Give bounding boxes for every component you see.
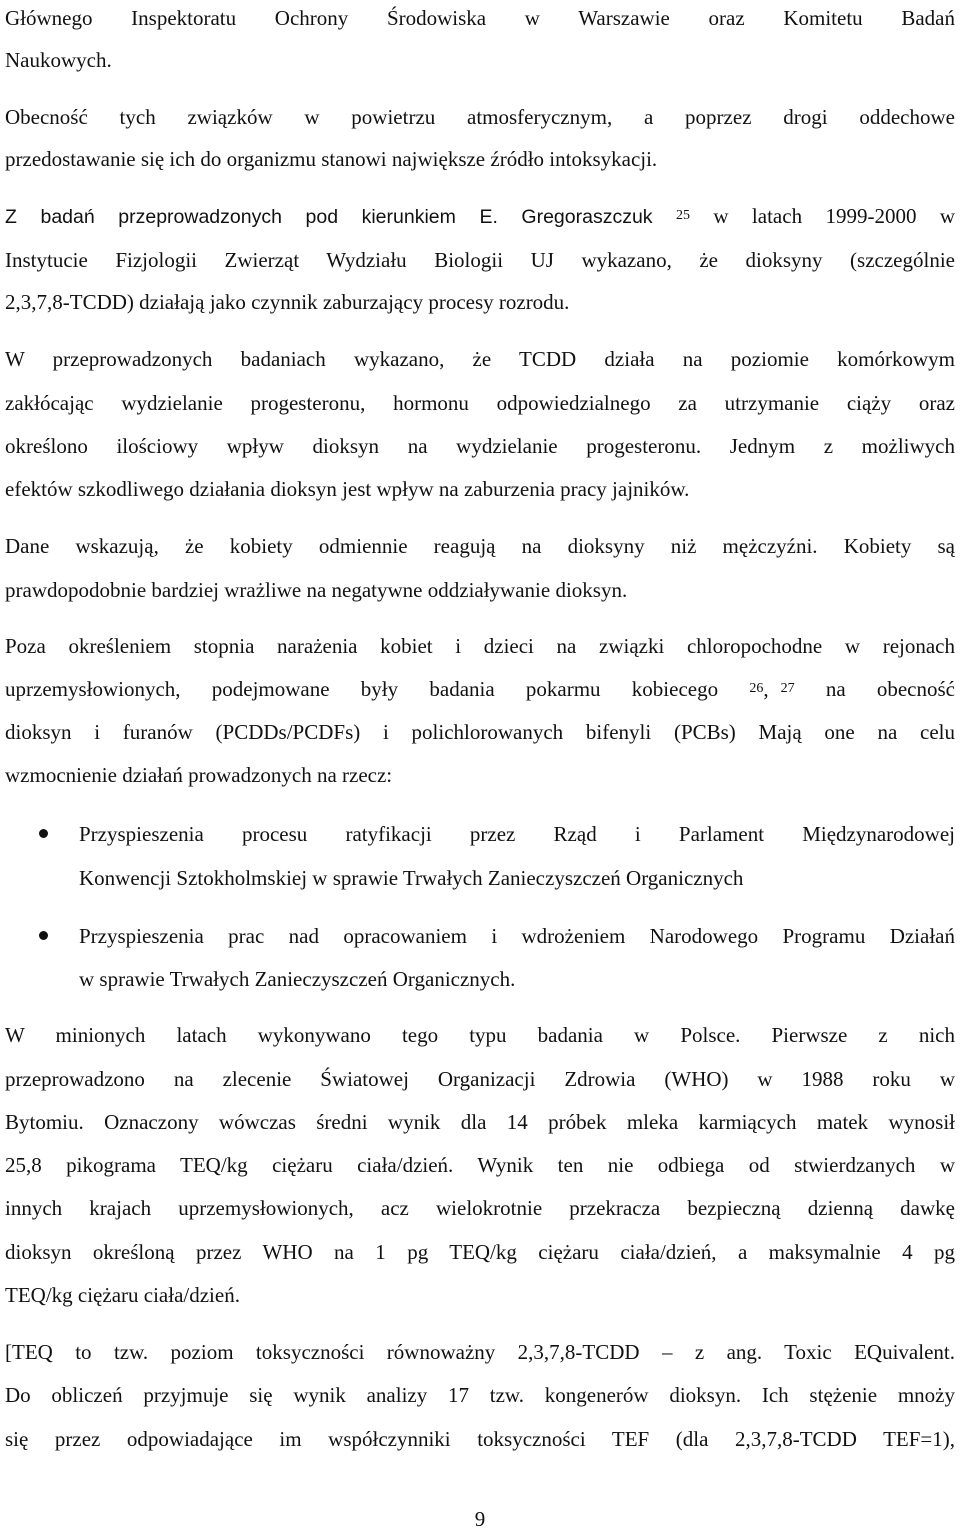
text-line bbox=[5, 202, 955, 230]
text-line: dioksyn i furanów (PCDDs/PCDFs) i polichlorowanych bifenyli (PCBs) Mają one na celu bbox=[5, 720, 955, 744]
bullet-icon bbox=[39, 829, 48, 838]
text-line: wzmocnienie działań prowadzonych na rzecz: bbox=[5, 763, 393, 787]
text-line: Przyspieszenia procesu ratyfikacji przez Rząd i Parlament Międzynarodowej bbox=[79, 822, 955, 846]
text-line: efektów szkodliwego działania dioksyn jest wpływ na zaburzenia pracy jajników. bbox=[5, 477, 690, 501]
citation-superscript: 26 bbox=[749, 681, 764, 696]
citation-superscript: 25 bbox=[675, 208, 690, 223]
text-line: W przeprowadzonych badaniach wykazano, że TCDD działa na poziomie komórkowym bbox=[5, 347, 955, 371]
text-line: się przez odpowiadające im współczynniki toksyczności TEF (dla 2,3,7,8-TCDD TEF=1), bbox=[5, 1427, 955, 1451]
text-segment: Z badań przeprowadzonych pod kierunkiem E. Gregoraszczuk bbox=[5, 206, 653, 228]
text-line: zakłócając wydzielanie progesteronu, hormonu odpowiedzialnego za utrzymanie ciąży oraz bbox=[5, 391, 955, 415]
text-line: Głównego Inspektoratu Ochrony Środowiska w Warszawie oraz Komitetu Badań bbox=[5, 6, 955, 30]
text-line: dioksyn określoną przez WHO na 1 pg TEQ/kg ciężaru ciała/dzień, a maksymalnie 4 pg bbox=[5, 1240, 955, 1264]
text-line: innych krajach uprzemysłowionych, acz wielokrotnie przekracza bezpieczną dzienną dawkę bbox=[5, 1196, 955, 1220]
text-segment: uprzemysłowionych, podejmowane były badania pokarmu kobiecego bbox=[5, 677, 719, 701]
text-line: Dane wskazują, że kobiety odmiennie reagują na dioksyny niż mężczyźni. Kobiety są bbox=[5, 534, 955, 558]
text-line: Do obliczeń przyjmuje się wynik analizy 17 tzw. kongenerów dioksyn. Ich stężenie mnoży bbox=[5, 1383, 955, 1407]
text-line: Obecność tych związków w powietrzu atmosferycznym, a poprzez drogi oddechowe bbox=[5, 105, 955, 129]
text-line: w sprawie Trwałych Zanieczyszczeń Organicznych. bbox=[79, 967, 516, 991]
text-line: Bytomiu. Oznaczony wówczas średni wynik dla 14 próbek mleka karmiących matek wynosił bbox=[5, 1110, 955, 1134]
text-line: określono ilościowy wpływ dioksyn na wydzielanie progesteronu. Jednym z możliwych bbox=[5, 434, 955, 458]
citation-group bbox=[676, 204, 690, 228]
text-line: TEQ/kg ciężaru ciała/dzień. bbox=[5, 1283, 240, 1307]
citation-separator: , bbox=[763, 677, 769, 701]
text-segment: na obecność bbox=[825, 677, 956, 701]
text-line: 25,8 pikograma TEQ/kg ciężaru ciała/dzień. Wynik ten nie odbiega od stwierdzanych w bbox=[5, 1153, 955, 1177]
text-line: Konwencji Sztokholmskiej w sprawie Trwałych Zanieczyszczeń Organicznych bbox=[79, 866, 744, 890]
text-line: prawdopodobnie bardziej wrażliwe na negatywne oddziaływanie dioksyn. bbox=[5, 578, 628, 602]
bullet-icon bbox=[39, 931, 48, 940]
citation-superscript: 27 bbox=[780, 681, 795, 696]
text-line: [TEQ to tzw. poziom toksyczności równoważny 2,3,7,8-TCDD – z ang. Toxic EQuivalent. bbox=[5, 1340, 955, 1364]
text-line: przedostawanie się ich do organizmu stanowi największe źródło intoksykacji. bbox=[5, 147, 658, 171]
text-line: Poza określeniem stopnia narażenia kobiet i dzieci na związki chloropochodne w rejonach bbox=[5, 634, 955, 658]
text-line: 2,3,7,8-TCDD) działają jako czynnik zaburzający procesy rozrodu. bbox=[5, 290, 570, 314]
text-line: przeprowadzono na zlecenie Światowej Organizacji Zdrowia (WHO) w 1988 roku w bbox=[5, 1067, 955, 1091]
text-line: Przyspieszenia prac nad opracowaniem i wdrożeniem Narodowego Programu Działań bbox=[79, 924, 955, 948]
text-line: Instytucie Fizjologii Zwierząt Wydziału Biologii UJ wykazano, że dioksyny (szczególnie bbox=[5, 248, 955, 272]
text-line: W minionych latach wykonywano tego typu badania w Polsce. Pierwsze z nich bbox=[5, 1023, 955, 1047]
citation-group bbox=[749, 677, 794, 701]
text-line bbox=[5, 675, 955, 703]
text-segment: w latach 1999-2000 w bbox=[713, 204, 956, 228]
page-number: 9 bbox=[474, 1507, 486, 1531]
text-line: Naukowych. bbox=[5, 48, 112, 72]
